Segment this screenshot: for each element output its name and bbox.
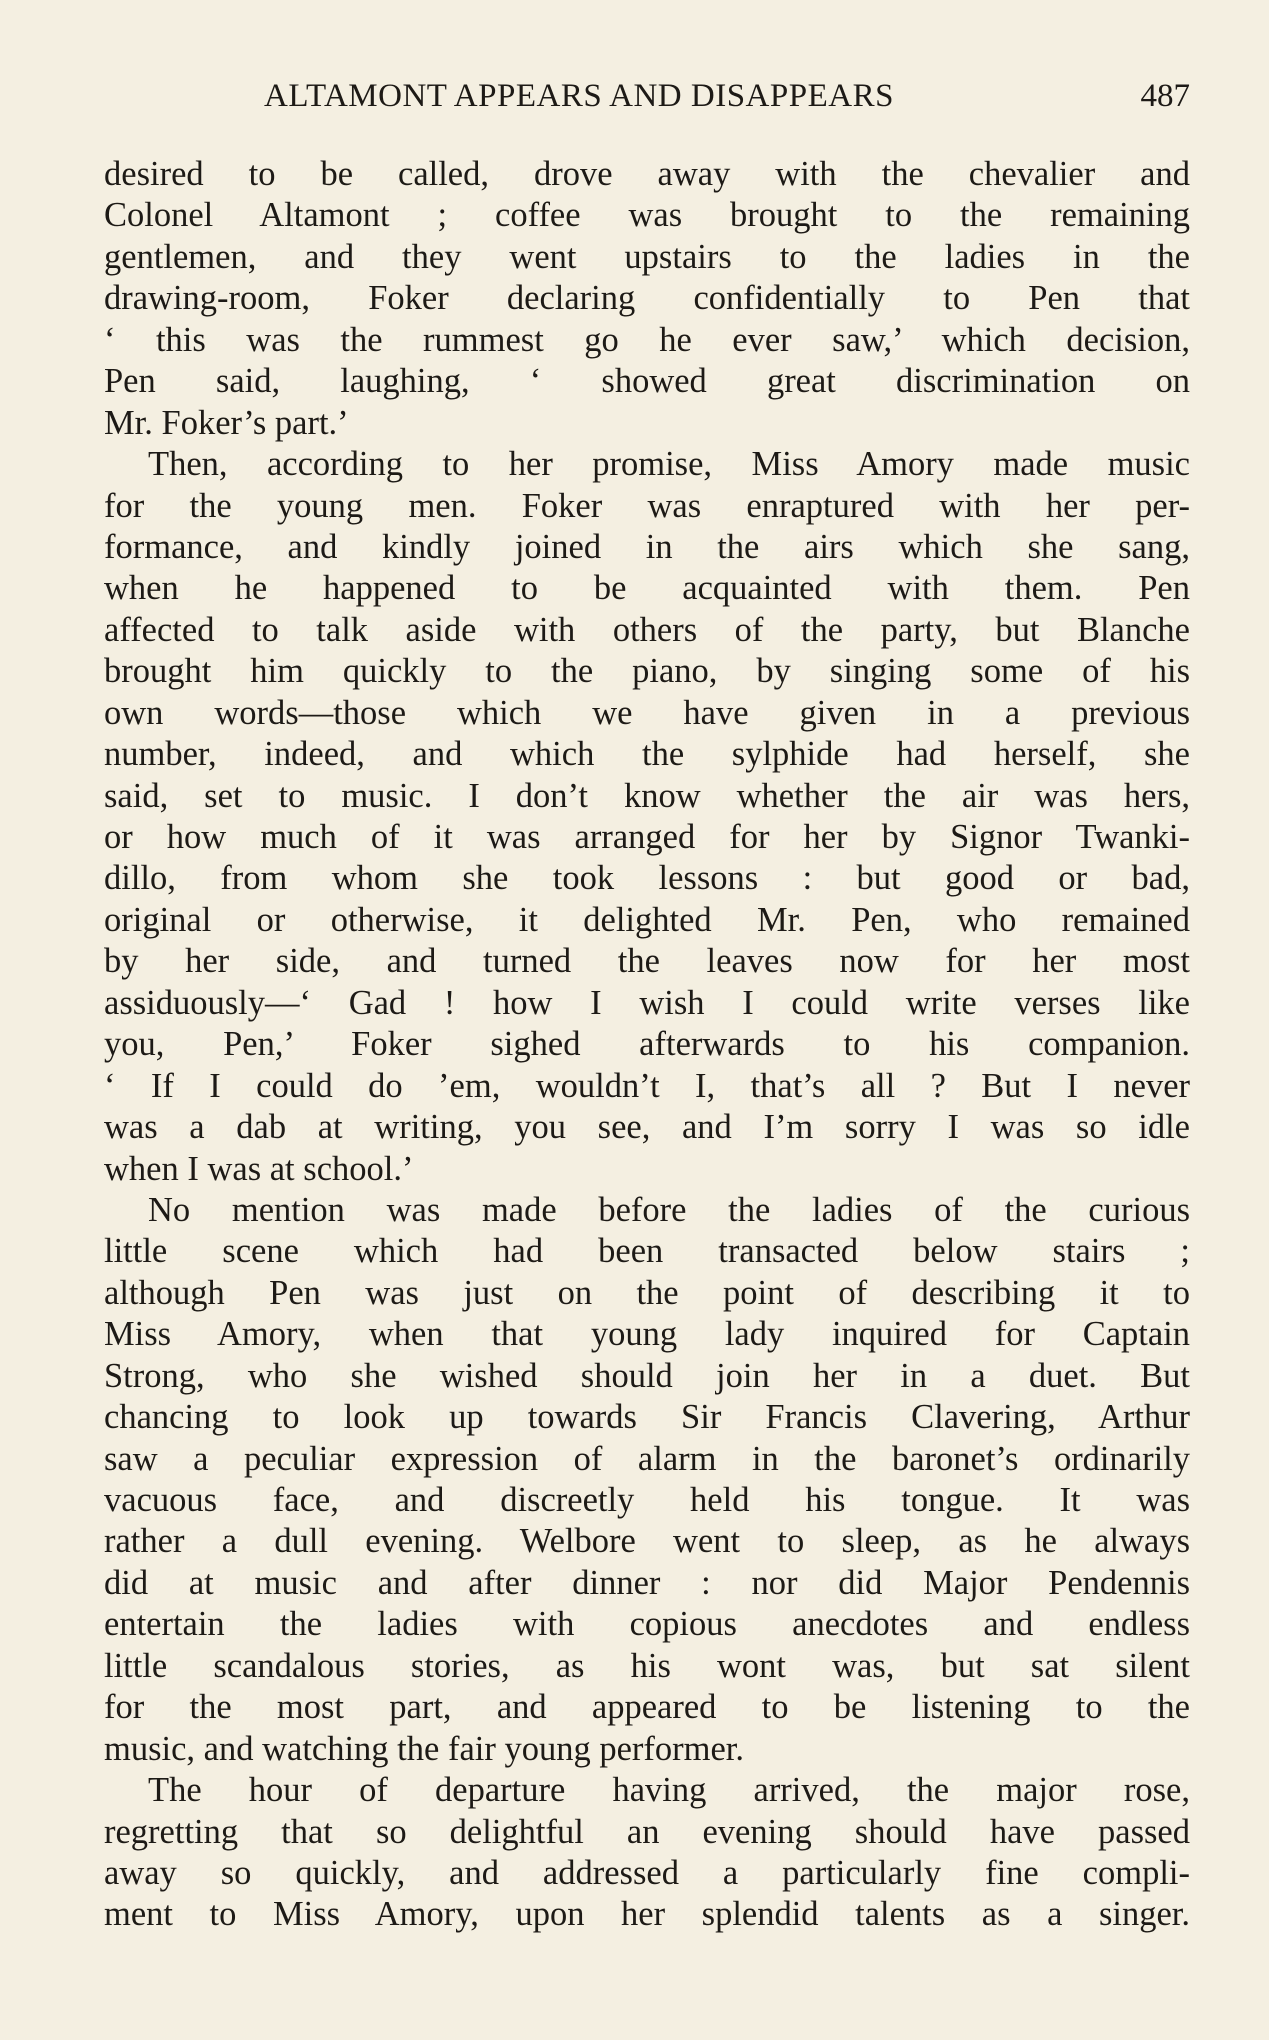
- text-line: although Pen was just on the point of describing it to: [104, 1273, 1190, 1312]
- text-line: regretting that so delightful an evening should have passed: [104, 1812, 1190, 1851]
- text-line: rather a dull evening. Welbore went to sleep, as he always: [104, 1522, 1190, 1561]
- text-line: Then, according to her promise, Miss Amory made music: [148, 445, 1190, 484]
- text-line: original or otherwise, it delighted Mr. Pen, who remained: [104, 900, 1190, 939]
- text-line: music, and watching the fair young performer.: [104, 1729, 744, 1768]
- text-line: Strong, who she wished should join her in a duet. But: [104, 1356, 1190, 1395]
- text-line: Miss Amory, when that young lady inquired for Captain: [104, 1315, 1190, 1354]
- text-line: away so quickly, and addressed a particularly fine compli-: [104, 1853, 1190, 1892]
- text-line: for the most part, and appeared to be listening to the: [104, 1688, 1190, 1727]
- text-line: or how much of it was arranged for her by Signor Twanki-: [104, 818, 1190, 856]
- text-line: little scandalous stories, as his wont was, but sat silent: [104, 1646, 1190, 1685]
- text-line: drawing-room, Foker declaring confidentially to Pen that: [104, 279, 1190, 318]
- text-line: assiduously—‘ Gad ! how I wish I could write verses like: [104, 983, 1190, 1022]
- text-line: vacuous face, and discreetly held his tongue. It was: [104, 1481, 1190, 1519]
- text-line: number, indeed, and which the sylphide had herself, she: [104, 735, 1190, 774]
- running-head: [104, 72, 1190, 128]
- text-line: ‘ If I could do ’em, wouldn’t I, that’s all ? But I never: [104, 1066, 1190, 1105]
- text-line: Pen said, laughing, ‘ showed great discrimination on: [104, 362, 1190, 401]
- text-line: saw a peculiar expression of alarm in the baronet’s ordinarily: [104, 1439, 1190, 1478]
- text-line: when I was at school.’: [104, 1149, 414, 1188]
- body-text: [104, 154, 1190, 1936]
- text-line: said, set to music. I don’t know whether the air was hers,: [104, 776, 1190, 815]
- text-line: chancing to look up towards Sir Francis Clavering, Arthur: [104, 1398, 1190, 1437]
- text-line: affected to talk aside with others of the party, but Blanche: [104, 610, 1190, 649]
- page-number: 487: [1140, 78, 1190, 114]
- text-line: brought him quickly to the piano, by singing some of his: [104, 652, 1190, 691]
- text-line: The hour of departure having arrived, the major rose,: [148, 1771, 1190, 1810]
- text-line: you, Pen,’ Foker sighed afterwards to his companion.: [104, 1025, 1190, 1064]
- text-line: dillo, from whom she took lessons : but good or bad,: [104, 859, 1190, 898]
- text-line: when he happened to be acquainted with them. Pen: [104, 569, 1190, 608]
- text-line: ‘ this was the rummest go he ever saw,’ which decision,: [104, 320, 1190, 359]
- text-line: did at music and after dinner : nor did Major Pendennis: [104, 1563, 1190, 1602]
- text-line: for the young men. Foker was enraptured with her per-: [104, 486, 1190, 525]
- text-line: No mention was made before the ladies of the curious: [148, 1190, 1190, 1229]
- text-line: ment to Miss Amory, upon her splendid talents as a singer.: [104, 1895, 1190, 1934]
- text-line: own words—those which we have given in a previous: [104, 693, 1190, 732]
- running-title: ALTAMONT APPEARS AND DISAPPEARS: [264, 78, 894, 114]
- text-line: by her side, and turned the leaves now for her most: [104, 942, 1190, 981]
- text-line: gentlemen, and they went upstairs to the ladies in the: [104, 237, 1190, 276]
- text-line: entertain the ladies with copious anecdotes and endless: [104, 1605, 1190, 1644]
- text-line: desired to be called, drove away with the chevalier and: [104, 155, 1190, 193]
- text-line: little scene which had been transacted below stairs ;: [104, 1232, 1190, 1271]
- text-line: was a dab at writing, you see, and I’m sorry I was so idle: [104, 1108, 1190, 1147]
- text-line: formance, and kindly joined in the airs which she sang,: [104, 527, 1190, 566]
- text-line: Colonel Altamont ; coffee was brought to the remaining: [104, 196, 1190, 235]
- text-line: Mr. Foker’s part.’: [104, 403, 349, 442]
